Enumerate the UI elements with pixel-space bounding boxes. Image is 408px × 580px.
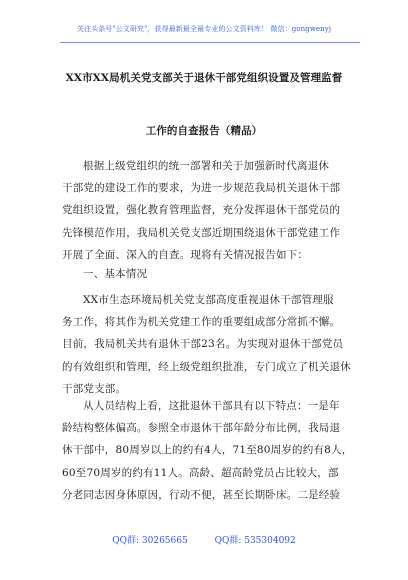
paragraph-intro (62, 155, 352, 266)
text-line: 从人员结构上看，这批退休干部具有以下特点：一是年 (83, 400, 340, 412)
text-line: 龄结构整体偏高。参照全市退休干部年龄分布比例，我局退 (62, 422, 341, 435)
text-line: 先锋模范作用，我局机关党支部近期围绕退休干部党建工作 (62, 226, 341, 239)
text-line: 分老同志因身体原因，行动不便，甚至长期卧床。二是经验 (62, 488, 341, 501)
text-line: 干部党的建设工作的要求，为进一步规范我局机关退休干部 (62, 182, 341, 195)
text-line: 干部党支部。 (62, 382, 127, 395)
header-banner: 关注头条号"公文研究"，获得最新最全最专业的公文资料库！ 微信：gongwenyj (76, 25, 332, 33)
text-line: 开展了全面、深入的自查。现将有关情况报告如下： (62, 248, 309, 261)
header-divider (60, 42, 360, 43)
text-line: 务工作，将其作为机关党建工作的重要组成部分常抓不懈。 (62, 316, 341, 329)
paragraph-basic-info (62, 289, 352, 400)
footer-contact (0, 533, 408, 546)
text-line: 的有效组织和管理，经上级党组织批准，专门成立了机关退休 (62, 360, 351, 373)
text-line: 60至70周岁的约有11人。高龄、超高龄党员占比较大，部 (62, 466, 339, 479)
footer-qq-group-1: QQ群: 30265665 (112, 536, 188, 546)
text-line: 根据上级党组织的统一部署和关于加强新时代离退休 (83, 160, 330, 172)
section-heading (62, 263, 352, 285)
text-line: 党组织设置，强化教育管理监督，充分发挥退休干部党员的 (62, 204, 341, 217)
text-line: 休干部中，80周岁以上的约有4人，71至80周岁的约有8人， (62, 444, 353, 457)
footer-qq-group-2: QQ群: 535304092 (214, 536, 296, 546)
text-line: 目前，我局机关共有退休干部23名。为实现对退休干部党员 (62, 338, 344, 351)
document-title-line-1: XX市XX局机关党支部关于退休干部党组织设置及管理监督 (65, 72, 343, 84)
text-line: XX市生态环境局机关党支部高度重视退休干部管理服 (83, 294, 334, 306)
paragraph-structure (62, 395, 352, 506)
section-heading-text: 一、基本情况 (83, 268, 148, 280)
document-title-line-2: 工作的自查报告（精品） (145, 125, 263, 137)
